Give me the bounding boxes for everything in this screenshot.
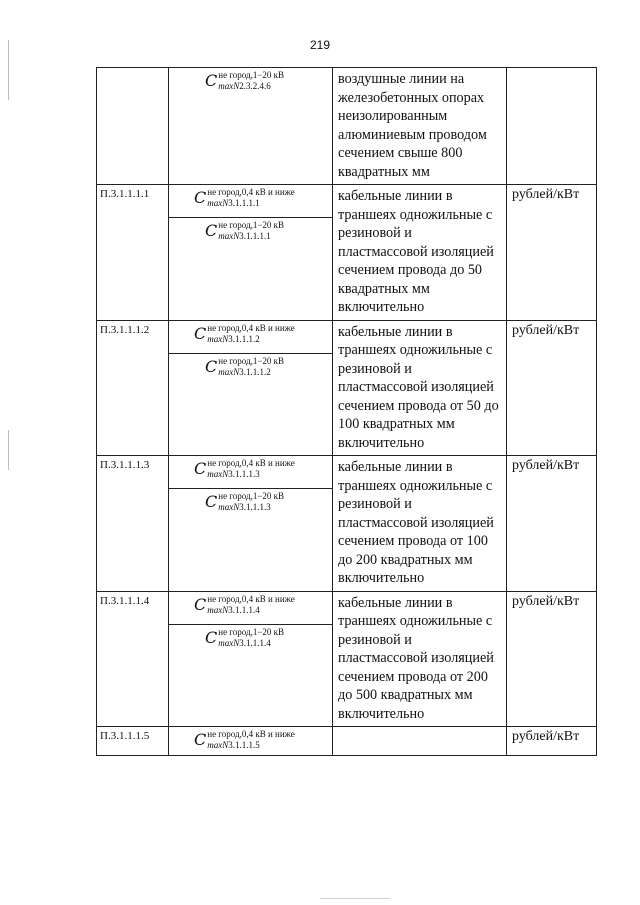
- tariff-formula: [169, 321, 332, 349]
- row-description: [333, 727, 507, 756]
- formula-subscript-var: maxN: [218, 366, 240, 377]
- tariff-formula: [169, 488, 332, 517]
- formula-symbol: C: [205, 356, 218, 376]
- formula-cell: [169, 320, 333, 456]
- row-unit: рублей/кВт: [507, 185, 597, 321]
- row-unit: рублей/кВт: [507, 320, 597, 456]
- row-code: П.3.1.1.1.3: [97, 456, 169, 592]
- table-row: [97, 185, 597, 321]
- formula-subscript-var: maxN: [207, 198, 229, 208]
- formula-subscript-index: 3.1.1.1.3: [239, 502, 271, 512]
- tariff-table: [96, 67, 597, 756]
- formula-subscript: [194, 740, 330, 751]
- row-unit: [507, 68, 597, 185]
- formula-cell: [169, 591, 333, 727]
- formula-subscript-index: 3.1.1.1.5: [228, 740, 260, 750]
- formula-subscript-index: 3.1.1.1.3: [228, 469, 260, 479]
- row-description: кабельные линии в траншеях одножильные с резиновой и пластмассовой изоляцией сечением провода от 100 до 200 квадратных мм включительно: [333, 456, 507, 592]
- scan-edge-mark: [8, 430, 9, 470]
- row-description: кабельные линии в траншеях одножильные с резиновой и пластмассовой изоляцией сечением провода от 200 до 500 квадратных мм включительно: [333, 591, 507, 727]
- tariff-formula: [169, 217, 332, 246]
- formula-superscript: не город,0,4 кВ и ниже: [207, 593, 295, 604]
- tariff-formula: [169, 456, 332, 484]
- formula-subscript-index: 3.1.1.1.2: [228, 333, 260, 344]
- scan-edge-mark: [8, 40, 9, 100]
- formula-subscript: [205, 231, 330, 242]
- row-description: кабельные линии в траншеях одножильные с резиновой и пластмассовой изоляцией сечением провода до 50 квадратных мм включительно: [333, 185, 507, 321]
- formula-subscript: [205, 502, 330, 513]
- row-code: П.3.1.1.1.2: [97, 320, 169, 456]
- formula-cell: [169, 68, 333, 185]
- row-description: кабельные линии в траншеях одножильные с резиновой и пластмассовой изоляцией сечением провода от 50 до 100 квадратных мм включительно: [333, 320, 507, 456]
- formula-superscript: не город,1−20 кВ: [218, 220, 285, 230]
- formula-subscript-index: 3.1.1.1.1: [239, 231, 271, 241]
- formula-subscript: [194, 198, 330, 209]
- row-unit: рублей/кВт: [507, 456, 597, 592]
- formula-superscript: не город,1−20 кВ: [218, 355, 285, 366]
- formula-superscript: не город,1−20 кВ: [218, 70, 285, 80]
- formula-superscript: не город,0,4 кВ и ниже: [207, 729, 295, 739]
- formula-superscript: не город,0,4 кВ и ниже: [207, 458, 295, 468]
- formula-subscript: [194, 469, 330, 480]
- formula-symbol: C: [205, 71, 218, 90]
- formula-subscript-var: maxN: [207, 333, 229, 344]
- formula-superscript: не город,0,4 кВ и ниже: [207, 187, 295, 197]
- formula-subscript-var: maxN: [207, 604, 229, 615]
- tariff-formula: [169, 185, 332, 213]
- row-code: П.3.1.1.1.1: [97, 185, 169, 321]
- row-code: [97, 68, 169, 185]
- row-code: П.3.1.1.1.4: [97, 591, 169, 727]
- formula-cell: [169, 727, 333, 756]
- row-code: П.3.1.1.1.5: [97, 727, 169, 756]
- row-unit: рублей/кВт: [507, 727, 597, 756]
- formula-subscript: [194, 334, 330, 345]
- formula-symbol: C: [194, 594, 207, 614]
- scan-edge-mark: [320, 898, 390, 899]
- page-number: 219: [309, 38, 331, 52]
- formula-subscript-var: maxN: [207, 740, 229, 750]
- formula-symbol: C: [205, 221, 218, 240]
- formula-superscript: не город,0,4 кВ и ниже: [207, 322, 295, 333]
- formula-symbol: C: [205, 627, 218, 647]
- formula-subscript-index: 3.1.1.1.4: [228, 604, 260, 615]
- tariff-formula: [169, 592, 332, 620]
- formula-subscript-var: maxN: [218, 231, 240, 241]
- formula-superscript: не город,1−20 кВ: [218, 626, 285, 637]
- formula-symbol: C: [194, 188, 207, 207]
- formula-subscript-index: 3.1.1.1.2: [239, 366, 271, 377]
- tariff-formula: [169, 727, 332, 755]
- formula-subscript: [194, 605, 330, 616]
- formula-subscript-index: 3.1.1.1.4: [239, 637, 271, 648]
- formula-subscript-index: 2.3.2.4.6: [239, 81, 271, 91]
- formula-symbol: C: [205, 492, 218, 511]
- formula-subscript: [205, 638, 330, 649]
- table-row: [97, 456, 597, 592]
- tariff-formula: [169, 68, 332, 96]
- formula-subscript-var: maxN: [218, 81, 240, 91]
- row-description: воздушные линии на железобетонных опорах неизолированным алюминиевым проводом сечением свыше 800 квадратных мм: [333, 68, 507, 185]
- tariff-formula: [169, 624, 332, 653]
- formula-subscript-var: maxN: [218, 637, 240, 648]
- formula-subscript-var: maxN: [207, 469, 229, 479]
- formula-symbol: C: [194, 730, 207, 749]
- table-row: [97, 727, 597, 756]
- formula-subscript: [205, 81, 330, 92]
- table-row: [97, 320, 597, 456]
- formula-cell: [169, 185, 333, 321]
- table-row: [97, 591, 597, 727]
- table-row: [97, 68, 597, 185]
- formula-subscript: [205, 367, 330, 378]
- tariff-formula: [169, 353, 332, 382]
- formula-symbol: C: [194, 323, 207, 343]
- formula-subscript-index: 3.1.1.1.1: [228, 198, 260, 208]
- formula-symbol: C: [194, 459, 207, 478]
- row-unit: рублей/кВт: [507, 591, 597, 727]
- formula-subscript-var: maxN: [218, 502, 240, 512]
- formula-superscript: не город,1−20 кВ: [218, 491, 285, 501]
- formula-cell: [169, 456, 333, 592]
